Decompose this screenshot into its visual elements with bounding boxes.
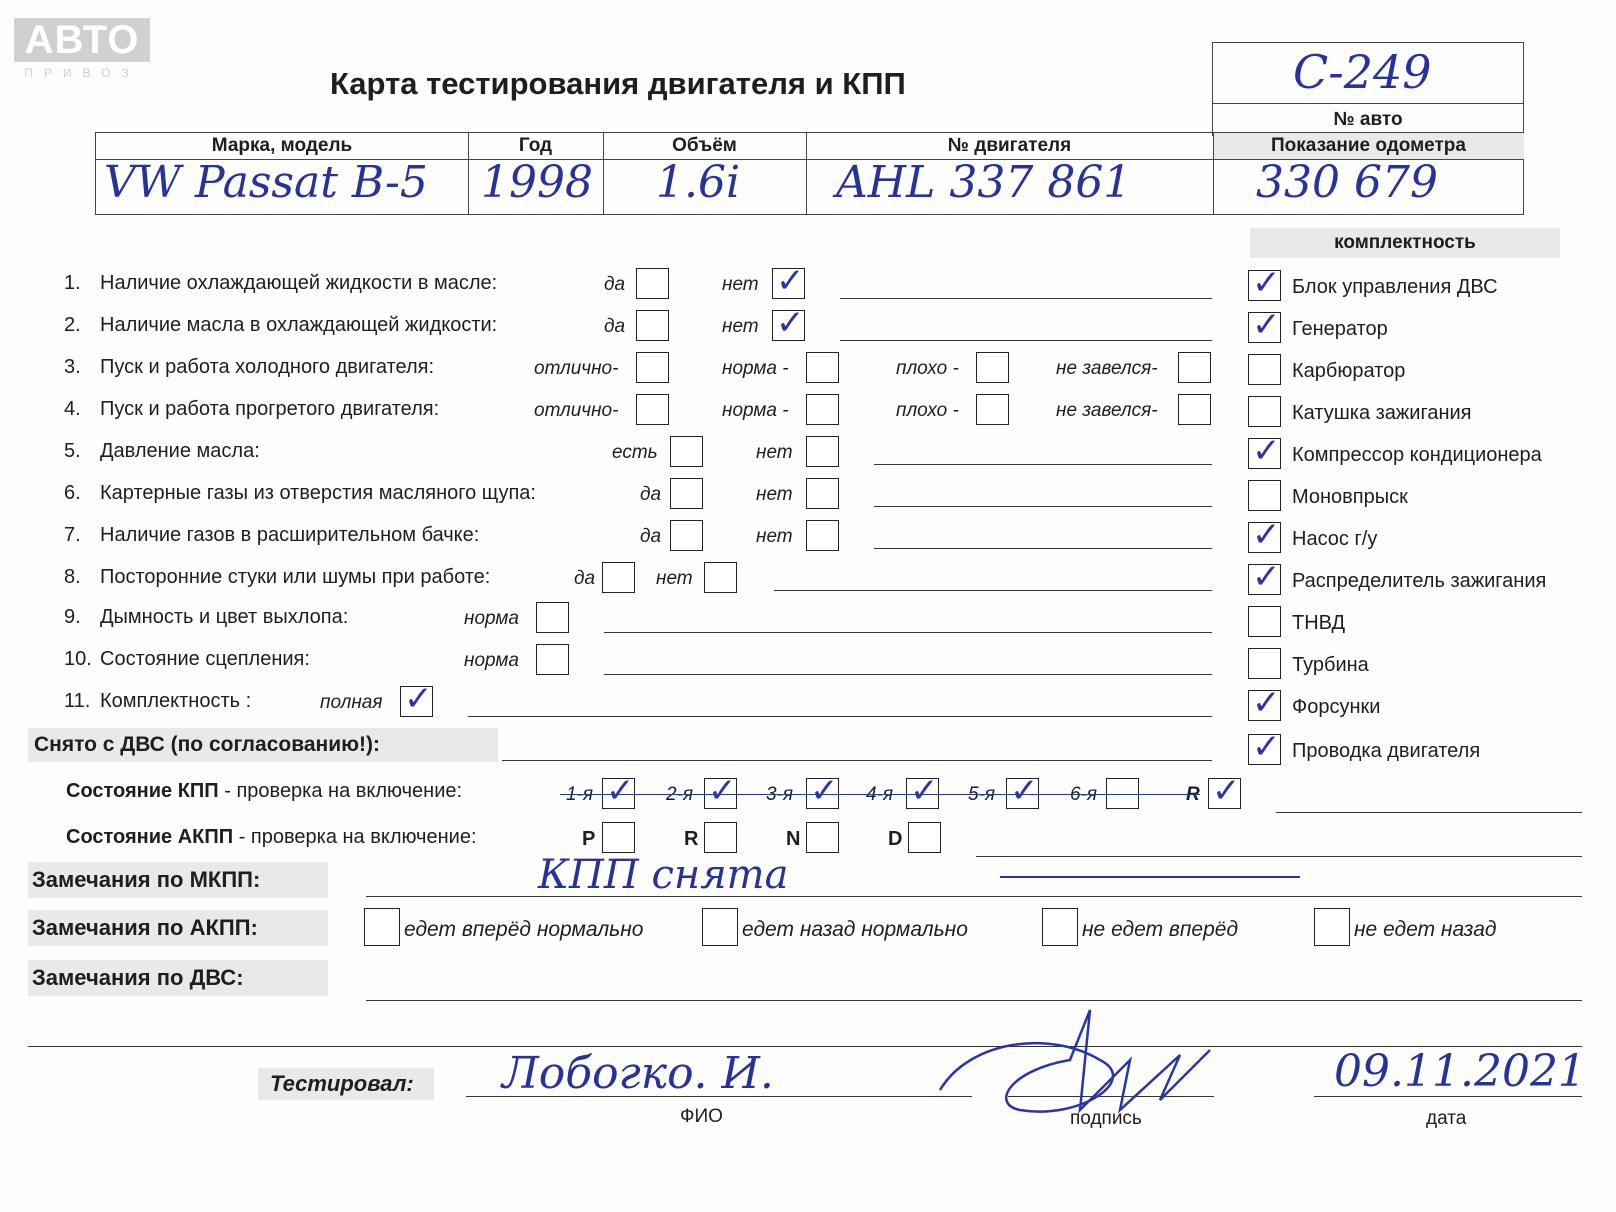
option-label: норма — [464, 608, 519, 629]
item-text: Пуск и работа прогретого двигателя: — [100, 398, 440, 420]
gear-label: 1-я — [566, 784, 594, 805]
item-number: 9. — [64, 606, 81, 628]
checkbox[interactable] — [976, 394, 1009, 425]
item-text: Давление масла: — [100, 440, 260, 462]
auto-number-divider — [1213, 103, 1523, 104]
checkbox[interactable] — [1248, 480, 1281, 511]
checkbox[interactable] — [976, 352, 1009, 383]
logo-subtext: ПРИВОЗ — [24, 66, 140, 80]
item-text: Посторонние стуки или шумы при работе: — [100, 566, 491, 588]
check-mark: ✓ — [1252, 305, 1281, 345]
checkbox[interactable] — [1178, 352, 1211, 383]
checkbox[interactable] — [670, 478, 703, 509]
checkbox[interactable] — [636, 394, 669, 425]
check-mark: ✓ — [708, 771, 737, 811]
option-label: не завелся- — [1056, 358, 1158, 379]
akpp-label — [66, 826, 477, 849]
completeness-item: Блок управления ДВС — [1292, 276, 1498, 298]
option-label: нет — [756, 484, 793, 505]
option-label: не завелся- — [1056, 400, 1158, 421]
check-mark: ✓ — [776, 261, 805, 301]
akpp-notes-line — [976, 856, 1582, 857]
notes-line — [468, 716, 1212, 717]
remarks-mkpp-line — [366, 896, 1582, 897]
kpp-label — [66, 780, 462, 803]
notes-line — [774, 590, 1212, 591]
checkbox[interactable] — [1314, 908, 1350, 946]
kpp-strike-line — [560, 794, 1200, 795]
signature-caption: подпись — [1070, 1108, 1142, 1129]
option-label: отлично- — [534, 358, 619, 379]
checkbox[interactable] — [1248, 606, 1281, 637]
check-mark: ✓ — [1252, 431, 1281, 471]
akpp-label-bold: Состояние АКПП — [66, 826, 234, 848]
removed-line — [502, 760, 1212, 761]
gear-label: P — [582, 828, 596, 850]
auto-number-value: С-249 — [1293, 45, 1432, 99]
company-logo — [14, 18, 150, 82]
completeness-item: Генератор — [1292, 318, 1388, 340]
checkbox[interactable] — [536, 644, 569, 675]
option-label: нет — [756, 442, 793, 463]
gear-label: D — [888, 828, 903, 850]
logo-text: АВТО — [14, 18, 150, 62]
gear-label: 6-я — [1070, 784, 1098, 805]
checkbox[interactable] — [702, 908, 738, 946]
item-number: 4. — [64, 398, 81, 420]
notes-line — [840, 340, 1212, 341]
option-label: норма - — [722, 400, 789, 421]
checkbox[interactable] — [806, 520, 839, 551]
option-label: да — [640, 526, 662, 547]
check-mark: ✓ — [1212, 771, 1241, 811]
item-text: Дымность и цвет выхлопа: — [100, 606, 349, 628]
option-label: нет — [722, 316, 759, 337]
completeness-item: Форсунки — [1292, 696, 1381, 718]
option-label: да — [574, 568, 596, 589]
auto-number-label: № авто — [1333, 109, 1403, 130]
check-mark: ✓ — [606, 771, 635, 811]
item-number: 2. — [64, 314, 81, 336]
item-text: Пуск и работа холодного двигателя: — [100, 356, 435, 378]
checkbox[interactable] — [1248, 354, 1281, 385]
item-text: Наличие охлаждающей жидкости в масле: — [100, 272, 498, 294]
option-label: нет — [722, 274, 759, 295]
auto-number-box — [1212, 42, 1524, 136]
completeness-title: комплектность — [1250, 228, 1560, 258]
remarks-mkpp-label: Замечания по МКПП: — [28, 862, 328, 898]
option-label: нет — [756, 526, 793, 547]
completeness-item: Катушка зажигания — [1292, 402, 1472, 424]
gear-label: R — [1186, 784, 1200, 805]
check-mark: ✓ — [1252, 683, 1281, 723]
checkbox[interactable] — [1178, 394, 1211, 425]
item-number: 5. — [64, 440, 81, 462]
checkbox[interactable] — [636, 268, 669, 299]
check-mark: ✓ — [1252, 263, 1281, 303]
gear-label: 4-я — [866, 784, 894, 805]
header-odometer: Показание одометра — [1271, 135, 1466, 156]
check-mark: ✓ — [404, 679, 433, 719]
option-label: нет — [656, 568, 693, 589]
checkbox[interactable] — [636, 352, 669, 383]
kpp-label-bold: Состояние КПП — [66, 780, 219, 802]
check-mark: ✓ — [1252, 727, 1281, 767]
value-volume: 1.6i — [656, 157, 741, 208]
option-label: да — [640, 484, 662, 505]
checkbox[interactable] — [1248, 648, 1281, 679]
item-number: 8. — [64, 566, 81, 588]
notes-line — [604, 632, 1212, 633]
header-engine-number: № двигателя — [947, 135, 1072, 156]
option-label: норма — [464, 650, 519, 671]
completeness-item: Распределитель зажигания — [1292, 570, 1547, 592]
check-mark: ✓ — [1252, 515, 1281, 555]
item-number: 10. — [64, 648, 92, 670]
option-label: да — [604, 316, 626, 337]
gear-label: R — [684, 828, 699, 850]
option-label: плохо - — [896, 400, 959, 421]
tested-label: Тестировал: — [258, 1068, 434, 1100]
value-engine-number: AHL 337 861 — [836, 157, 1132, 208]
checkbox[interactable] — [1248, 396, 1281, 427]
signature-image — [930, 1000, 1250, 1140]
checkbox[interactable] — [704, 562, 737, 593]
gear-label: N — [786, 828, 801, 850]
value-odometer: 330 679 — [1256, 157, 1438, 208]
remarks-akpp-option: не едет вперёд — [1082, 918, 1239, 941]
item-number: 11. — [64, 690, 91, 712]
item-text: Состояние сцепления: — [100, 648, 310, 670]
item-number: 7. — [64, 524, 81, 546]
option-label: отлично- — [534, 400, 619, 421]
item-text: Наличие газов в расширительном бачке: — [100, 524, 480, 546]
gear-checkbox[interactable] — [602, 822, 635, 853]
item-text: Наличие масла в охлаждающей жидкости: — [100, 314, 498, 336]
item-number: 3. — [64, 356, 81, 378]
kpp-notes-line — [1276, 812, 1582, 813]
completeness-item: Карбюратор — [1292, 360, 1406, 382]
value-brand: VW Passat B-5 — [104, 157, 428, 208]
notes-line — [840, 298, 1212, 299]
tested-name: Лобогко. И. — [502, 1048, 774, 1099]
option-label: есть — [612, 442, 658, 463]
option-label: полная — [320, 692, 383, 713]
completeness-item: Насос г/у — [1292, 528, 1378, 550]
checkbox[interactable] — [670, 520, 703, 551]
page-title: Карта тестирования двигателя и КПП — [330, 66, 906, 101]
item-number: 6. — [64, 482, 81, 504]
name-caption: ФИО — [680, 1106, 723, 1127]
checkbox[interactable] — [1042, 908, 1078, 946]
checkbox[interactable] — [806, 436, 839, 467]
kpp-label-rest: - проверка на включение: — [218, 780, 463, 802]
item-number: 1. — [64, 272, 81, 294]
remarks-akpp-label: Замечания по АКПП: — [28, 910, 328, 946]
checkbox[interactable] — [806, 394, 839, 425]
completeness-item: Турбина — [1292, 654, 1369, 676]
value-year: 1998 — [481, 157, 593, 208]
check-mark: ✓ — [1010, 771, 1039, 811]
header-brand: Марка, модель — [211, 135, 353, 156]
checkbox[interactable] — [806, 352, 839, 383]
item-text: Картерные газы из отверстия масляного щупа: — [100, 482, 536, 504]
remarks-mkpp-pen-line — [1000, 876, 1300, 878]
removed-label: Снято с ДВС (по согласованию!): — [28, 728, 498, 762]
signature-stroke — [940, 1010, 1210, 1112]
completeness-item: Компрессор кондиционера — [1292, 444, 1542, 466]
name-line — [466, 1096, 972, 1097]
vehicle-table — [95, 132, 1524, 215]
gear-label: 5-я — [968, 784, 996, 805]
checkbox[interactable] — [636, 310, 669, 341]
gear-label: 3-я — [766, 784, 794, 805]
akpp-label-rest: - проверка на включение: — [233, 826, 477, 848]
check-mark: ✓ — [1252, 557, 1281, 597]
header-year: Год — [518, 135, 553, 156]
check-mark: ✓ — [910, 771, 939, 811]
remarks-akpp-option: едет вперёд нормально — [404, 918, 644, 941]
gear-checkbox[interactable] — [704, 822, 737, 853]
notes-line — [874, 464, 1212, 465]
gear-checkbox[interactable] — [908, 822, 941, 853]
option-label: плохо - — [896, 358, 959, 379]
remarks-dvs-label: Замечания по ДВС: — [28, 960, 328, 996]
remarks-mkpp-value: КПП снята — [538, 852, 789, 898]
notes-line — [874, 548, 1212, 549]
completeness-item: ТНВД — [1292, 612, 1346, 634]
header-volume: Объём — [672, 135, 737, 156]
checkbox[interactable] — [670, 436, 703, 467]
checkbox[interactable] — [602, 562, 635, 593]
checkbox[interactable] — [806, 478, 839, 509]
gear-label: 2-я — [666, 784, 694, 805]
gear-checkbox[interactable] — [806, 822, 839, 853]
date-caption: дата — [1426, 1108, 1467, 1129]
option-label: норма - — [722, 358, 789, 379]
check-mark: ✓ — [810, 771, 839, 811]
remarks-akpp-option: не едет назад — [1354, 918, 1497, 941]
checkbox[interactable] — [536, 602, 569, 633]
check-mark: ✓ — [776, 303, 805, 343]
item-text: Комплектность : — [100, 690, 252, 712]
completeness-item: Проводка двигателя — [1292, 740, 1481, 762]
option-label: да — [604, 274, 626, 295]
remarks-akpp-option: едет назад нормально — [742, 918, 968, 941]
notes-line — [874, 506, 1212, 507]
checkbox[interactable] — [364, 908, 400, 946]
tested-date: 09.11.2021 — [1334, 1046, 1586, 1097]
notes-line — [604, 674, 1212, 675]
completeness-item: Моновпрыск — [1292, 486, 1408, 508]
